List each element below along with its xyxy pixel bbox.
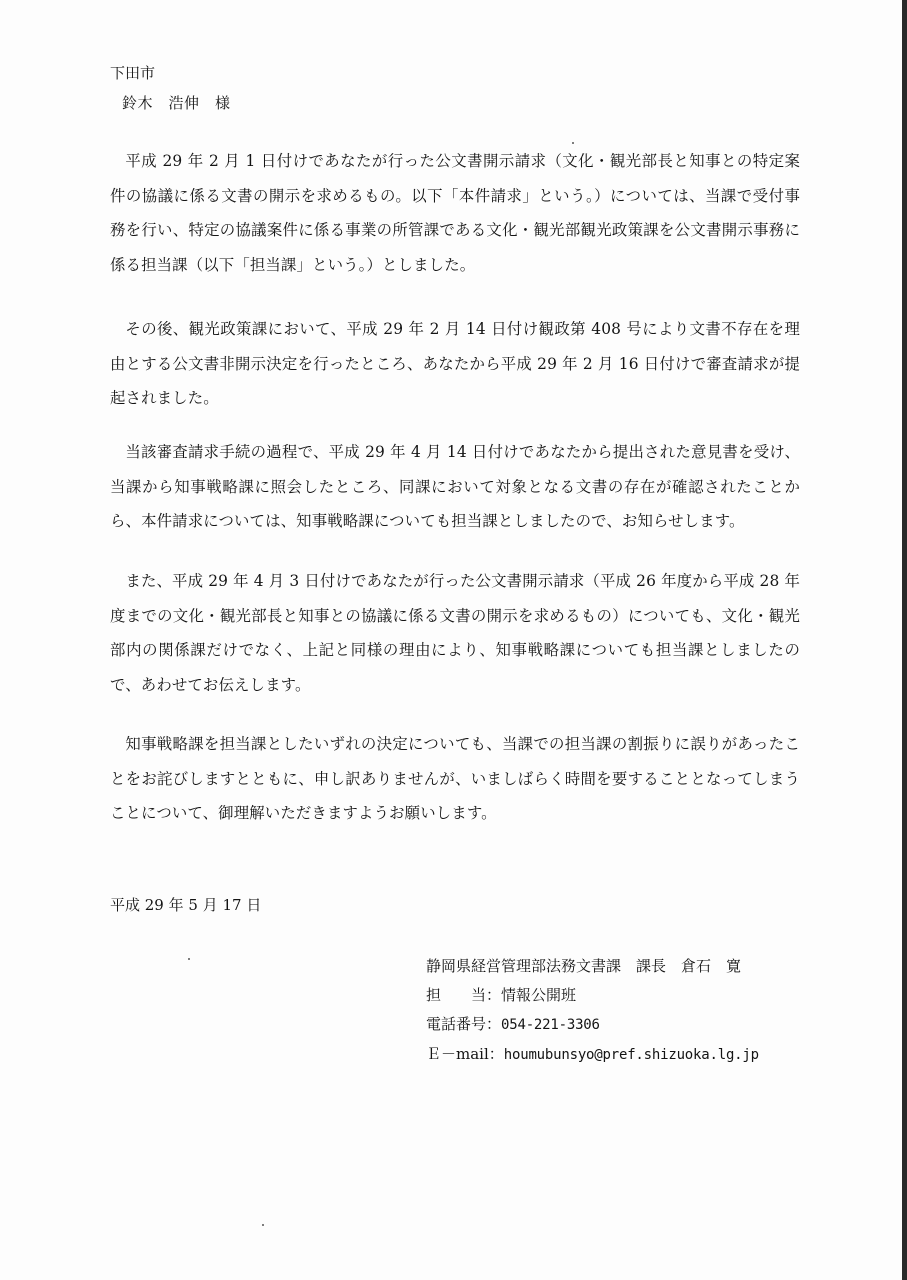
email-address[interactable]: houmubunsyo@pref.shizuoka.lg.jp (503, 1047, 759, 1063)
body-paragraph-1: 平成 29 年 2 月 1 日付けであなたが行った公文書開示請求（文化・観光部長と知事との特定案件の協議に係る文書の開示を求めるもの。以下「本件請求」という。）については、当課で受付事務を行い、特定の協議案件に係る事業の所管課である文化・観光部観光政策課を公文書開示事務に係る担当課（以下「担当課」という。）としました。 (110, 152, 800, 274)
scan-speck (262, 1224, 264, 1226)
phone-number: 054-221-3306 (501, 1017, 600, 1033)
sender-block (426, 952, 759, 1070)
recipient-city: 下田市 (110, 64, 156, 82)
scan-speck (188, 958, 190, 960)
scan-edge-shadow (902, 0, 907, 1280)
sender-contact: 担 当：情報公開班 (426, 986, 577, 1004)
body-paragraph-2: その後、観光政策課において、平成 29 年 2 月 14 日付け観政第 408 号により文書不存在を理由とする公文書非開示決定を行ったところ、あなたから平成 29 年 2 月 16 日付けで審査請求が提起されました。 (110, 320, 800, 408)
sender-phone-line (426, 1010, 759, 1040)
letter-date: 平成 29 年 5 月 17 日 (110, 896, 262, 914)
body-paragraph-4: また、平成 29 年 4 月 3 日付けであなたが行った公文書開示請求（平成 26 年度から平成 28 年度までの文化・観光部長と知事との協議に係る文書の開示を求めるもの）についても、文化・観光部内の関係課だけでなく、上記と同様の理由により、知事戦略課についても担当課としましたので、あわせてお伝えします。 (110, 572, 800, 694)
sender-email-line (426, 1040, 759, 1070)
body-paragraph-5: 知事戦略課を担当課としたいずれの決定についても、当課での担当課の割振りに誤りがあったことをお詫びしますとともに、申し訳ありませんが、いましばらく時間を要することとなってしまうことについて、御理解いただきますようお願いします。 (110, 735, 800, 823)
body-paragraph-3: 当該審査請求手続の過程で、平成 29 年 4 月 14 日付けであなたから提出された意見書を受け、当課から知事戦略課に照会したところ、同課において対象となる文書の存在が確認されたことから、本件請求については、知事戦略課についても担当課としましたので、お知らせします。 (110, 443, 800, 531)
recipient-name: 鈴木 浩伸 様 (122, 94, 231, 112)
sender-department: 静岡県経営管理部法務文書課 課長 倉石 寛 (426, 957, 742, 975)
scan-speck (572, 142, 574, 144)
email-label: Ｅ－mail： (426, 1045, 504, 1063)
phone-label: 電話番号： (426, 1015, 502, 1033)
